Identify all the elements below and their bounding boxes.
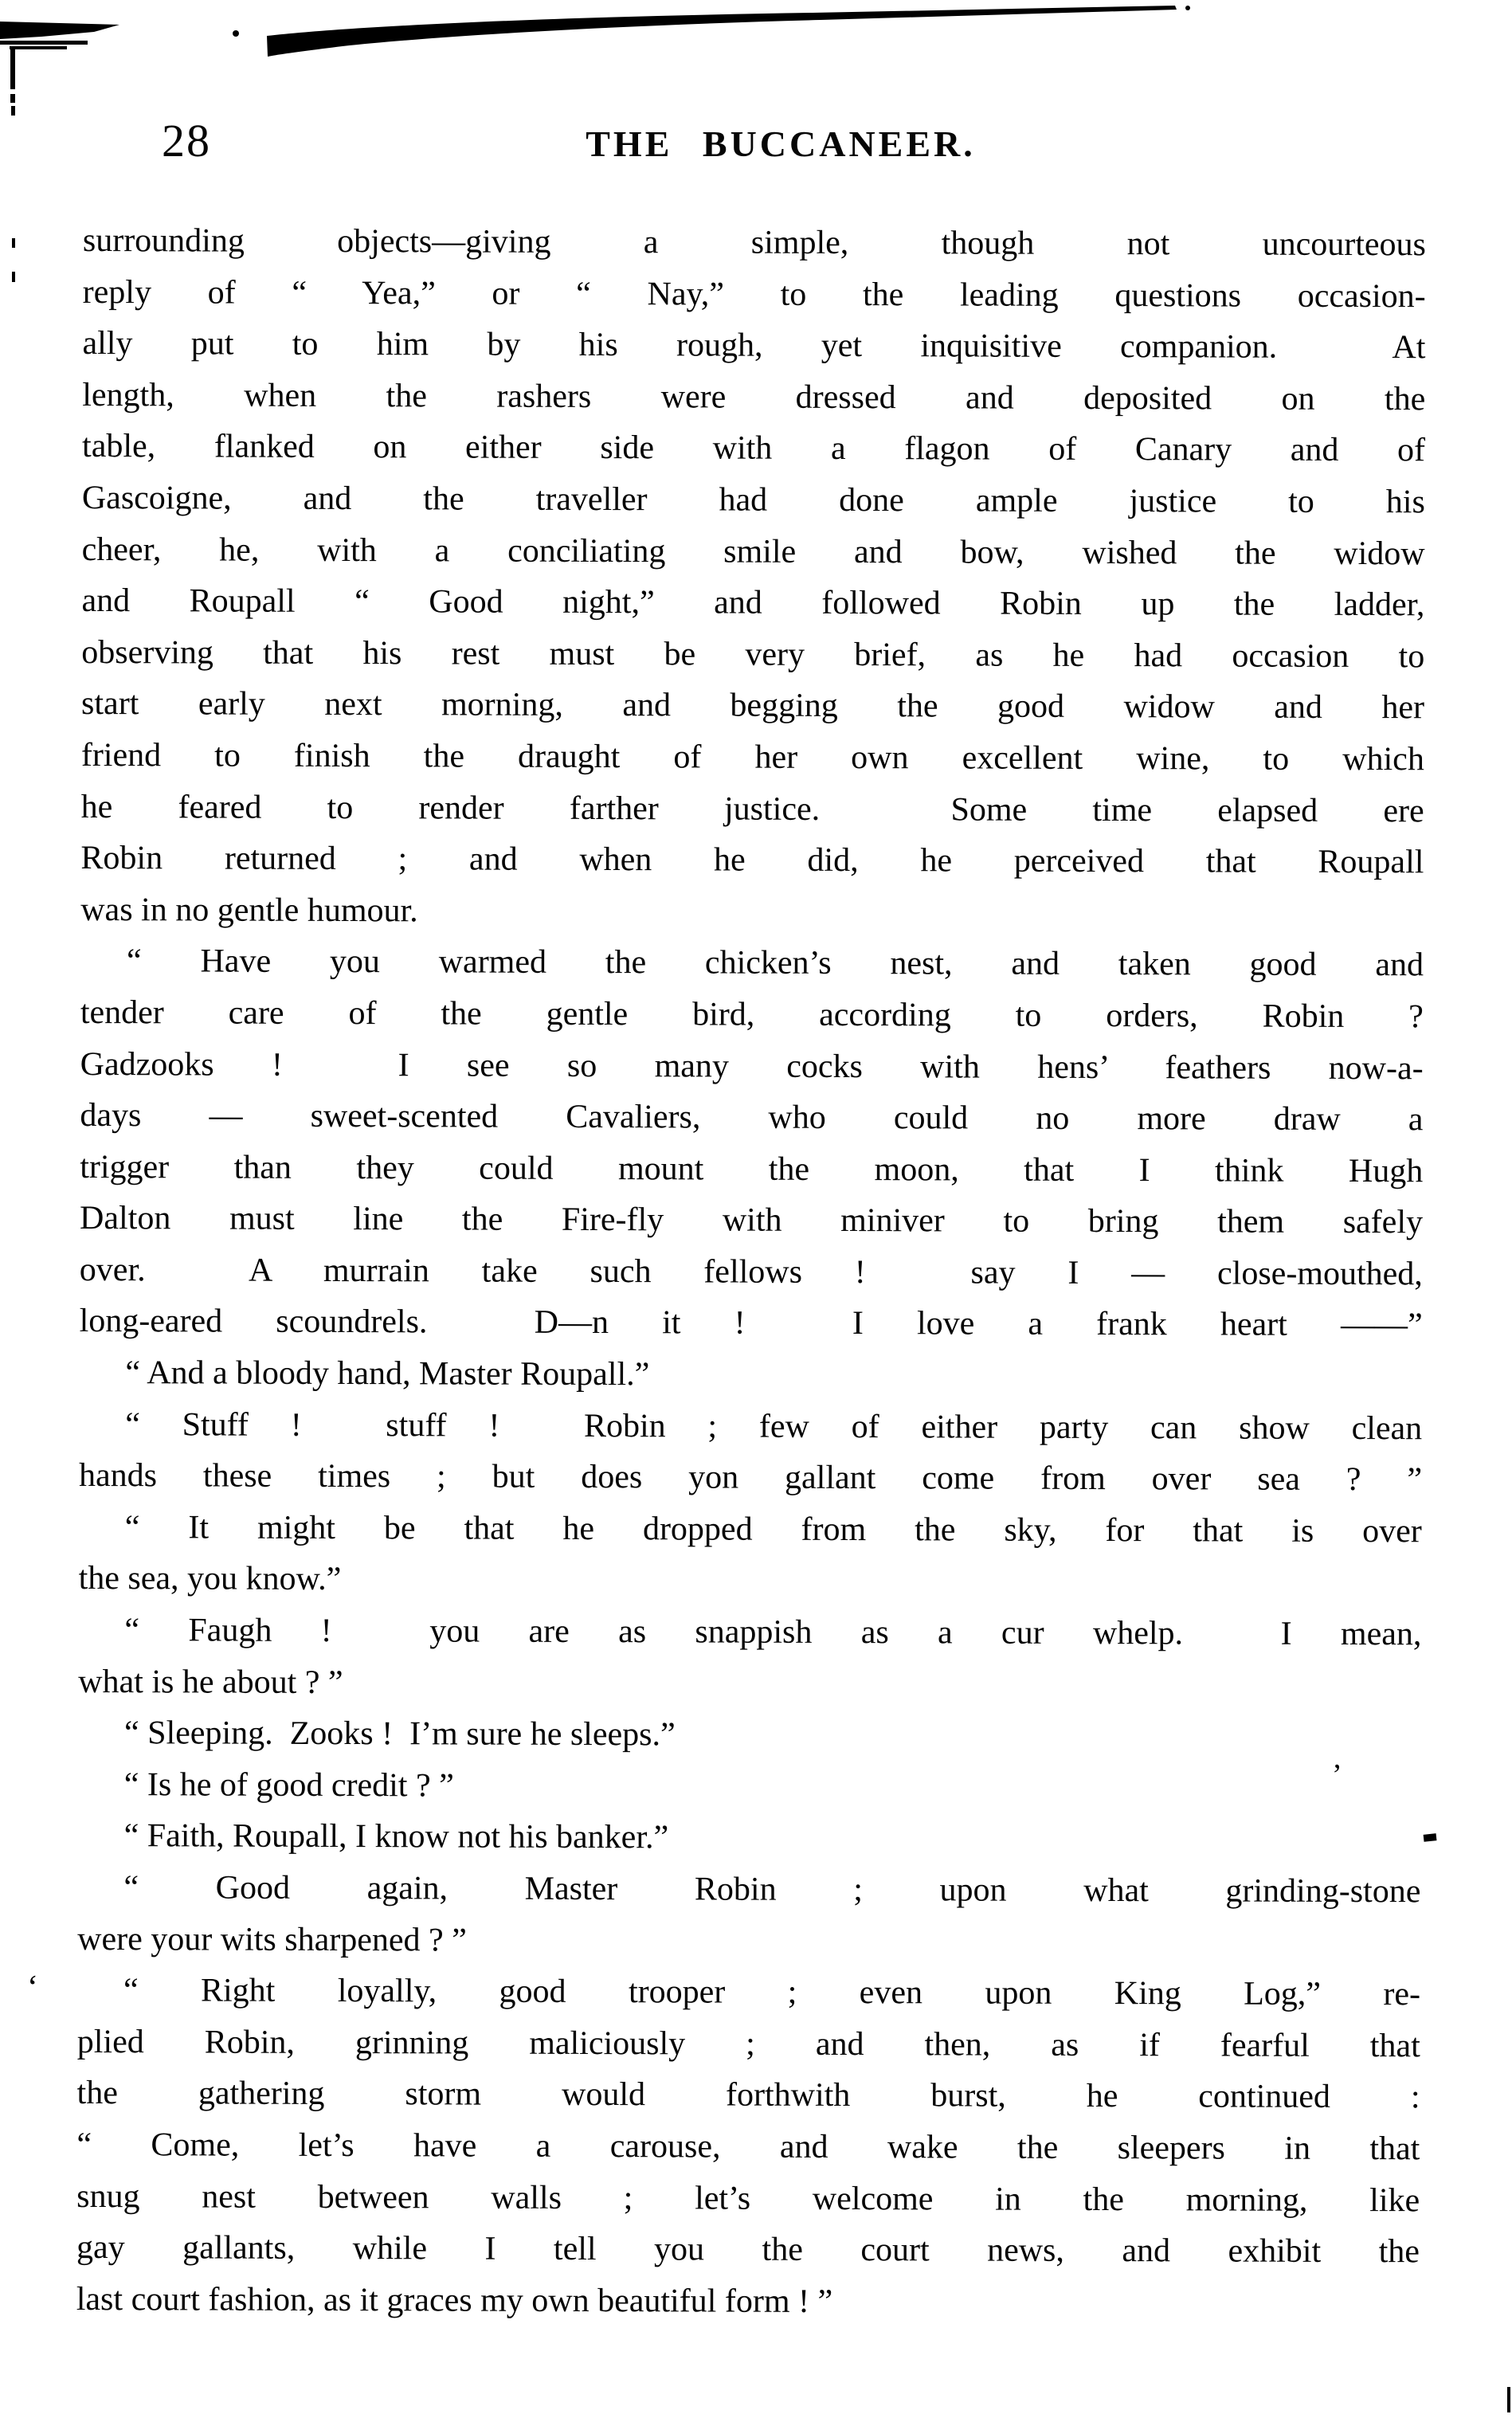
text-line: last court fashion, as it graces my own beautiful form ! ” — [76, 2280, 833, 2320]
text-line: “ It might be that he dropped from the sky, for that is over — [124, 1509, 1422, 1550]
scan-artifact-edge-dash — [11, 106, 15, 116]
scan-artifact-edge-dash — [12, 238, 15, 248]
text-line: the gathering storm would forthwith burst, he continued : — [76, 2075, 1420, 2116]
text-line: was in no gentle humour. — [80, 891, 418, 930]
scan-artifact-corner-band — [0, 22, 119, 39]
text-line: “ Faith, Roupall, I know not his banker.” — [123, 1817, 669, 1856]
scan-artifact-corner-line — [0, 41, 88, 45]
scan-artifact-top-smear — [267, 6, 1177, 57]
text-line: cheer, he, with a conciliating smile and bow, wished the widow — [81, 531, 1425, 572]
text-line: what is he about ? ” — [78, 1663, 343, 1701]
text-line: “ Come, let’s have a carouse, and wake the sleepers in that — [76, 2126, 1420, 2168]
text-line: “ Have you warmed the chicken’s nest, and taken good and — [126, 943, 1424, 984]
scan-artifact-corner-line — [10, 46, 67, 49]
text-line: gay gallants, while I tell you the court news, and exhibit the — [76, 2229, 1420, 2271]
text-line: “ And a bloody hand, Master Roupall.” — [125, 1354, 650, 1393]
scan-artifact-dot — [233, 30, 239, 37]
text-line: long-eared scoundrels. D—n it ! I love a frank heart ——” — [79, 1303, 1423, 1344]
text-line: hands these times ; but does yon gallant come from over sea ? ” — [78, 1457, 1423, 1499]
text-line: Gadzooks ! I see so many cocks with hens’ feathers now-a- — [80, 1045, 1424, 1087]
text-line: were your wits sharpened ? ” — [77, 1920, 467, 1959]
page-number: 28 — [162, 115, 211, 167]
text-line: friend to finish the draught of her own excellent wine, to which — [80, 736, 1424, 778]
text-line: the sea, you know.” — [78, 1560, 342, 1598]
text-line: start early next morning, and begging the good widow and her — [81, 685, 1425, 727]
scan-artifact-edge-dash — [12, 272, 15, 282]
scan-artifact-right-dash — [1424, 1833, 1437, 1842]
text-line: plied Robin, grinning maliciously ; and then, as if fearful that — [76, 2023, 1420, 2065]
text-line: days — sweet-scented Cavaliers, who could no more draw a — [80, 1097, 1424, 1139]
text-line: “ Right loyally, good trooper ; even upon King Log,” re- — [123, 1972, 1421, 2013]
text-line: “ Sleeping. Zooks ! I’m sure he sleeps.” — [123, 1715, 676, 1754]
text-line: he feared to render farther justice. Some time elapsed ere — [80, 788, 1424, 829]
text-line: tender care of the gentle bird, according to orders, Robin ? — [80, 994, 1424, 1036]
scan-artifact-edge-line — [10, 49, 15, 89]
text-line: Dalton must line the Fire-fly with miniver to bring them safely — [79, 1200, 1424, 1241]
text-line: Gascoigne, and the traveller had done ample justice to his — [81, 479, 1425, 521]
scan-artifact-right-quote-mark: ’ — [1332, 1758, 1342, 1792]
text-line: Robin returned ; and when he did, he perceived that Roupall — [80, 840, 1424, 881]
text-line: surrounding objects—giving a simple, though not uncourteous — [82, 221, 1426, 264]
body-text — [76, 215, 1426, 2330]
scan-artifact-dot — [1185, 6, 1190, 10]
text-line: over. A murrain take such fellows ! say I — close-mouthed, — [79, 1251, 1423, 1293]
text-line: “ Faugh ! you are as snappish as a cur whelp. I mean, — [124, 1612, 1422, 1653]
text-line: length, when the rashers were dressed and deposited on the — [82, 376, 1426, 418]
text-line: ally put to him by his rough, yet inquisitive companion. At — [82, 325, 1426, 366]
text-line: “ Stuff ! stuff ! Robin ; few of either party can show clean — [125, 1405, 1423, 1447]
text-line: “ Is he of good credit ? ” — [123, 1766, 454, 1805]
scan-artifact-bottom-right-line — [1507, 2387, 1510, 2412]
text-line: “ Good again, Master Robin ; upon what grinding-stone — [123, 1869, 1421, 1911]
text-line: reply of “ Yea,” or “ Nay,” to the leading questions occasion- — [82, 273, 1426, 315]
text-line: observing that his rest must be very brief, as he had occasion to — [81, 633, 1425, 676]
scan-artifact-left-quote-mark: ‘ — [27, 1969, 38, 2006]
text-line: snug nest between walls ; let’s welcome in the morning, like — [76, 2177, 1420, 2219]
text-line: and Roupall “ Good night,” and followed Robin up the ladder, — [81, 582, 1425, 624]
text-line: table, flanked on either side with a flagon of Canary and of — [82, 428, 1426, 469]
text-line: trigger than they could mount the moon, that I think Hugh — [80, 1148, 1424, 1189]
running-title: THE BUCCANEER. — [586, 123, 976, 164]
scan-artifact-edge-dash — [10, 94, 15, 103]
